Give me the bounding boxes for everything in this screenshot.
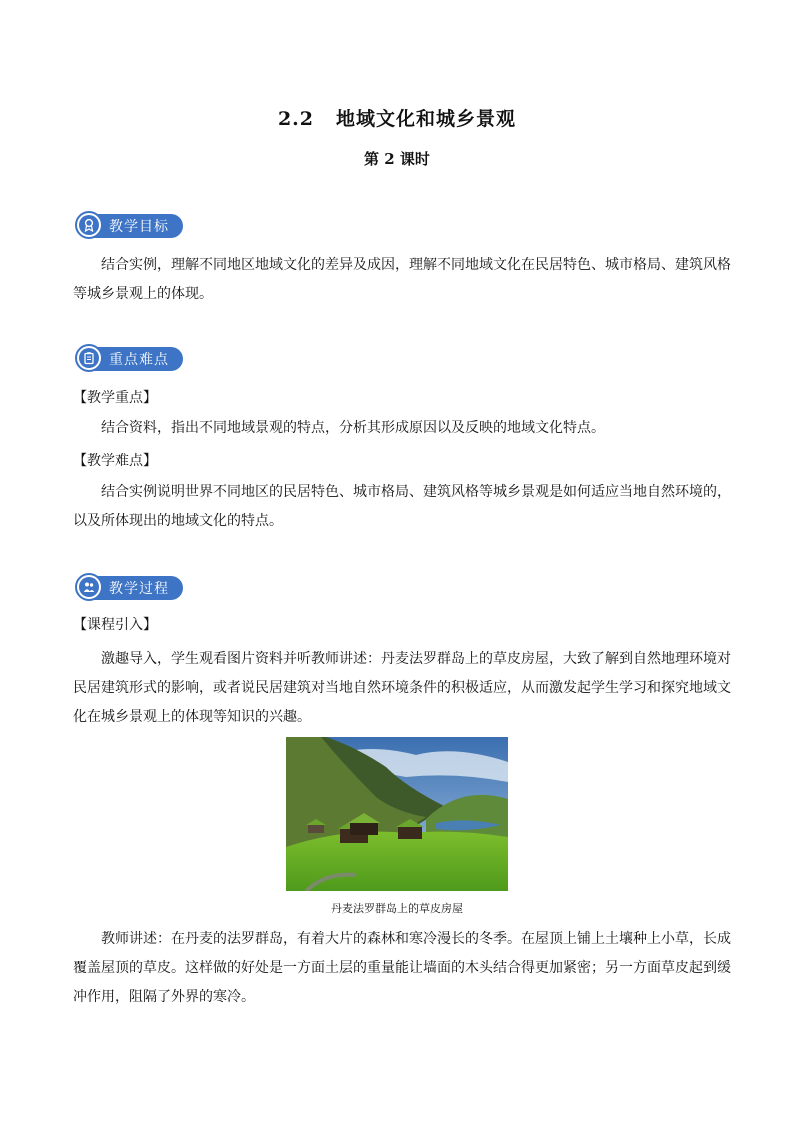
clipboard-icon: [75, 344, 103, 372]
photo-caption: 丹麦法罗群岛上的草皮房屋: [331, 902, 463, 915]
section-number: 2.2: [277, 108, 315, 130]
lesson-subtitle: 第 2 课时: [364, 150, 430, 168]
teacher-narration-text: 教师讲述：在丹麦的法罗群岛，有着大片的森林和寒冷漫长的冬季。在屋顶上铺上土壤种上小草，长成覆盖屋顶的草皮。这样做的好处是一方面土层的重量能让墙面的木头结合得更加紧密；另一方面草皮起到缓冲作用，阻隔了外界的寒冷。: [73, 931, 731, 1005]
process-badge-label: 教学过程: [109, 581, 169, 597]
intro-heading: 【课程引入】: [73, 617, 157, 633]
faroe-grass-roof-photo: [286, 737, 508, 891]
process-badge: [75, 574, 183, 602]
people-icon: [75, 573, 103, 601]
difficulty-text: 结合实例说明世界不同地区的民居特色、城市格局、建筑风格等城乡景观是如何适应当地自然环境的，以及所体现出的地域文化的特点。: [73, 484, 731, 529]
key-points-badge-label: 重点难点: [109, 352, 169, 368]
objectives-badge: [75, 212, 183, 240]
objectives-badge-label: 教学目标: [109, 219, 169, 235]
key-points-badge: [75, 345, 183, 373]
award-icon: [75, 211, 103, 239]
document-title: [0, 104, 794, 131]
focus-heading: 【教学重点】: [73, 390, 157, 406]
intro-text: 激趣导入，学生观看图片资料并听教师讲述：丹麦法罗群岛上的草皮房屋，大致了解到自然地理环境对民居建筑形式的影响，或者说民居建筑对当地自然环境条件的积极适应，从而激发起学生学习和探究地域文化在城乡景观上的体现等知识的兴趣。: [73, 651, 731, 725]
focus-text: 结合资料，指出不同地域景观的特点，分析其形成原因以及反映的地域文化特点。: [101, 420, 605, 436]
difficulty-heading: 【教学难点】: [73, 453, 157, 469]
title-text: 地域文化和城乡景观: [336, 108, 517, 130]
objectives-text: 结合实例，理解不同地区地域文化的差异及成因，理解不同地域文化在民居特色、城市格局、建筑风格等城乡景观上的体现。: [73, 257, 731, 302]
